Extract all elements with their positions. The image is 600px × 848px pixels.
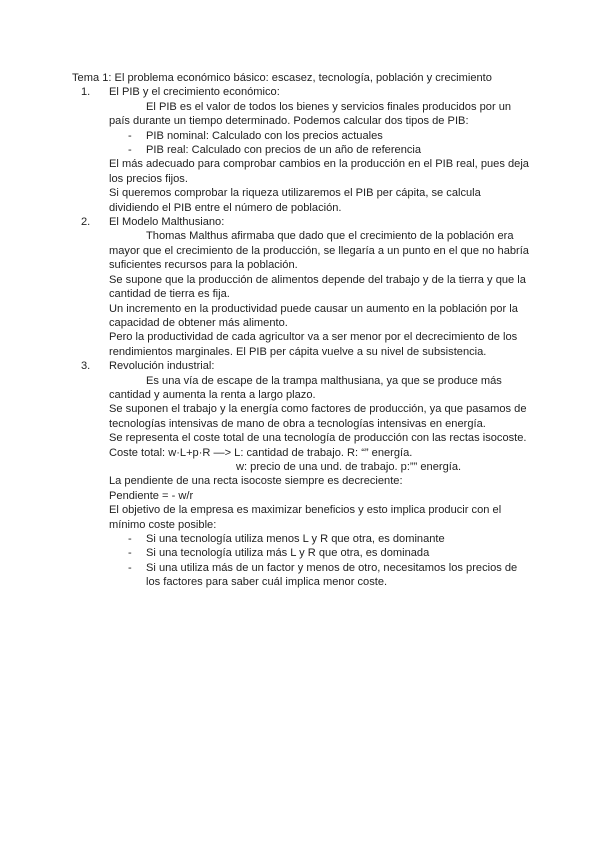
section-heading: Revolución industrial:	[109, 360, 215, 373]
bullet-text: Si una utiliza más de un factor y menos de otro, necesitamos los precios de los factores para saber cuál implica menor coste.	[146, 561, 518, 589]
formula-line: Pendiente = - w/r	[109, 489, 194, 502]
paragraph: Si queremos comprobar la riqueza utilizaremos el PIB per cápita, se calcula dividiendo el PIB entre el número de población.	[109, 187, 481, 214]
document-body	[72, 71, 532, 590]
paragraph: El PIB es el valor de todos los bienes y servicios finales producidos por un país durante un tiempo determinado. Podemos calcular dos tipos de PIB:	[109, 100, 512, 128]
paragraph: El objetivo de la empresa es maximizar beneficios y esto implica producir con el mínimo coste posible:	[109, 504, 502, 531]
dash-bullet-icon: -	[128, 144, 132, 157]
bullet-item	[109, 532, 532, 546]
bullet-text: PIB nominal: Calculado con los precios actuales	[146, 129, 383, 142]
section-number: 3.	[81, 360, 91, 373]
formula-line: w: precio de una und. de trabajo. p:”” energía.	[236, 460, 462, 473]
section-heading: El Modelo Malthusiano:	[109, 216, 225, 229]
section-number: 1.	[81, 86, 91, 99]
paragraph: Es una vía de escape de la trampa malthusiana, ya que se produce más cantidad y aumenta la renta a largo plazo.	[109, 374, 502, 401]
formula-line: Coste total: w·L+p·R —> L: cantidad de trabajo. R: “” energía.	[109, 446, 413, 459]
section-number: 2.	[81, 216, 91, 229]
bullet-item	[109, 129, 532, 143]
paragraph: Se supone que la producción de alimentos depende del trabajo y de la tierra y que la cantidad de tierra es fija.	[109, 273, 526, 301]
bullet-item	[109, 546, 532, 560]
section-heading: El PIB y el crecimiento económico:	[109, 86, 280, 99]
paragraph: Se suponen el trabajo y la energía como factores de producción, ya que pasamos de tecnologías intensivas de mano de obra a tecnologías intensivas en energía.	[109, 403, 527, 430]
document-title: Tema 1: El problema económico básico: escasez, tecnología, población y crecimiento	[72, 72, 492, 84]
paragraph: Thomas Malthus afirmaba que dado que el crecimiento de la población era mayor que el crecimiento de la producción, se llegaría a un punto en el que no habría suficientes recursos para la población.	[109, 230, 529, 272]
paragraph: La pendiente de una recta isocoste siempre es decreciente:	[109, 475, 403, 488]
paragraph: El más adecuado para comprobar cambios en la producción en el PIB real, pues deja los precios fijos.	[109, 158, 529, 185]
section-malthus	[72, 215, 532, 359]
dash-bullet-icon: -	[128, 547, 132, 560]
bullet-text: Si una tecnología utiliza menos L y R que otra, es dominante	[146, 533, 445, 545]
bullet-text: Si una tecnología utiliza más L y R que otra, es dominada	[146, 547, 430, 560]
bullet-item	[109, 143, 532, 157]
section-pib	[72, 85, 532, 215]
bullet-text: PIB real: Calculado con precios de un año de referencia	[146, 144, 422, 157]
dash-bullet-icon: -	[128, 129, 132, 142]
paragraph: Se representa el coste total de una tecnología de producción con las rectas isocoste.	[109, 432, 527, 445]
paragraph: Un incremento en la productividad puede causar un aumento en la población por la capacidad de obtener más alimento.	[109, 302, 518, 329]
bullet-item	[109, 561, 532, 590]
dash-bullet-icon: -	[128, 533, 132, 545]
dash-bullet-icon: -	[128, 561, 132, 574]
paragraph: Pero la productividad de cada agricultor va a ser menor por el decrecimiento de los rendimientos marginales. El PIB per cápita vuelve a su nivel de subsistencia.	[109, 331, 518, 358]
section-revolucion-industrial	[72, 359, 532, 590]
